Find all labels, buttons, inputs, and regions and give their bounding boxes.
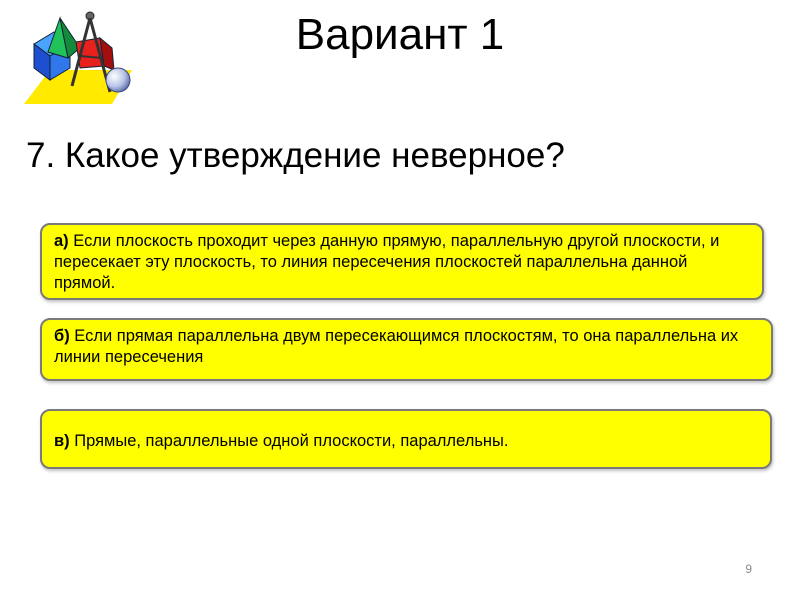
option-letter: а)	[54, 232, 69, 250]
option-text: Если прямая параллельна двум пересекающимся плоскостям, то она параллельна их линии пересечения	[54, 327, 739, 366]
answer-option-b[interactable]	[40, 318, 773, 381]
option-letter: в)	[54, 432, 70, 450]
answer-option-c[interactable]	[40, 409, 772, 469]
option-text: Если плоскость проходит через данную прямую, параллельную другой плоскости, и пересекает эту плоскость, то линия пересечения плоскостей параллельна данной прямой.	[54, 232, 720, 292]
answer-option-a[interactable]	[40, 223, 764, 300]
question-text: 7. Какое утверждение неверное?	[26, 136, 565, 175]
page-number: 9	[745, 562, 752, 576]
option-letter: б)	[54, 327, 70, 345]
option-text: Прямые, параллельные одной плоскости, параллельны.	[69, 432, 509, 450]
slide-title: Вариант 1	[295, 10, 505, 59]
